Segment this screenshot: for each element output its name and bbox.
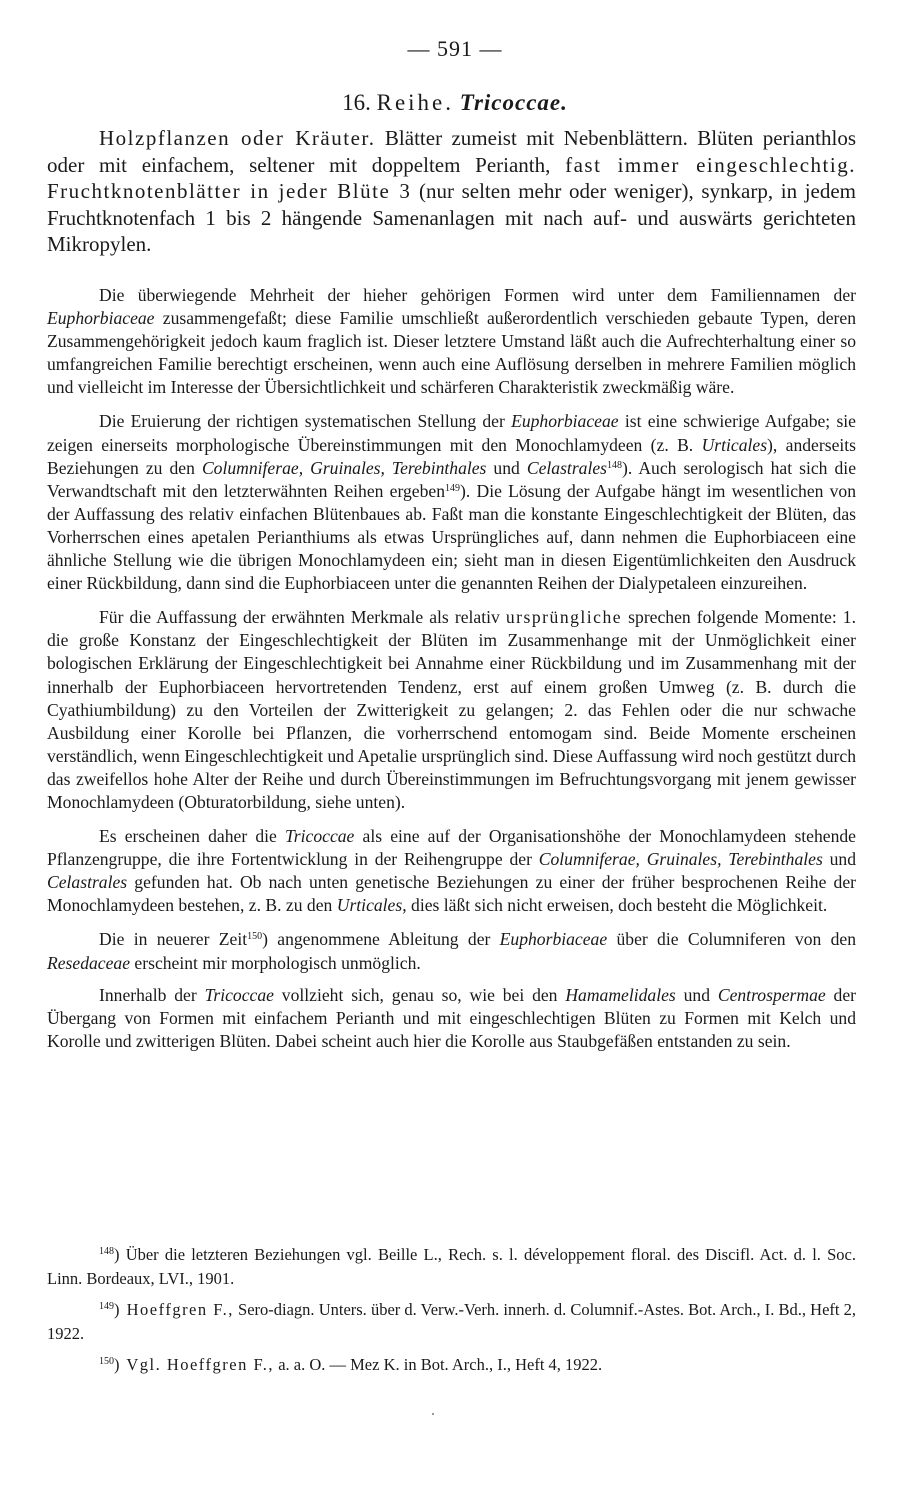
p4-italic-2: Columniferae, Gruinales, Terebinthales [538,849,823,870]
p3-text-b: sprechen folgende Momente: 1. die große Konstanz der Eingeschlechtigkeit der Blüten im Zusammenhange mit der Unmöglichkeit einer bologischen Erklärung der Eingeschlechtigkeit bei Annahme einer Rückbildung und im Zusammenhang mit der innerhalb der Euphorbiaceen hervortretenden Tendenz, erst auf einem großen Umweg (z. B. durch die Cyathiumbildung) zu den Vorteilen der Zwitterigkeit zu gelangen; 2. das Fehlen oder die nur schwache Ausbildung einer Korolle bei Pflanzen, die vorherrschend entomogam sind. Beide Momente erscheinen verständlich, wenn Eingeschlechtigkeit und Apetalie ursprünglich sind. Diese Auffassung wird noch gestützt durch das zweifellos hohe Alter der Reihe und durch Übereinstimmungen im Befruchtungsvorgang mit jenem gewisser Monochlamydeen (Obturatorbildung, siehe unten). [47,607,856,812]
p5-text-b: ) angenommene Ableitung der [262,929,500,950]
footnote-lead: ) Hoeffgren F., [114,1300,234,1319]
p2-italic-4: Celastrales [526,457,608,478]
footnote-ref-148[interactable]: 148 [607,459,623,471]
diagnosis-lead: Holzpflanzen oder Kräuter. [99,126,376,150]
diagnosis-paragraph [47,125,856,258]
p2-italic-3: Columniferae, Gruinales, Terebinthales [201,457,487,478]
p5-italic-2: Resedaceae [47,952,131,973]
footnotes [47,1243,856,1385]
p5-italic-1: Euphorbiaceae [499,929,608,950]
p5-text-a: Die in neuerer Zeit [99,929,248,950]
footnote-text: Sero-diagn. Unters. über d. Verw.-Verh. innerh. d. Columnif.-Astes. Bot. Arch., I. Bd., Heft 2, 1922. [47,1300,856,1343]
p4-text-b: als eine auf der Organisationshöhe der Monochlamydeen stehende Pflanzengruppe, die ihre Fortentwicklung in der Reihengruppe der [47,826,856,870]
paragraph-5 [47,928,856,974]
paragraph-2 [47,410,856,595]
p6-text-d: der Übergang von Formen mit einfachem Perianth und mit eingeschlechtigen Blüten zu Formen mit Kelch und Korolle und zwitterigen Blüten. Dabei scheint auch hier die Korolle aus Staubgefäßen entstanden zu sein. [47,984,856,1051]
p4-text-e: , dies läßt sich nicht erweisen, doch besteht die Möglichkeit. [402,895,828,916]
p2-text-b: ist eine schwierige Aufgabe; sie zeigen einerseits morphologische Übereinstimmungen mit den Monochlamydeen (z. B. [47,411,856,455]
footnote-ref-150[interactable]: 150 [247,931,263,943]
footnote-149 [47,1298,856,1345]
p6-italic-3: Centrospermae [717,984,826,1005]
p6-italic-1: Tricoccae [204,984,274,1005]
p4-italic-4: Urticales [336,895,403,916]
p4-text-d: gefunden hat. Ob nach unten genetische Beziehungen zu einer der früher besprochenen Reihe der Monochlamydeen bestehen, z. B. zu den [47,872,856,916]
p5-text-c: über die Columniferen von den [607,929,857,950]
footnote-number: 150 [99,1356,114,1367]
paragraph-1 [47,284,856,399]
paragraph-3 [47,606,856,814]
p5-text-d: erscheint mir morphologisch unmöglich. [130,952,421,973]
p2-italic-2: Urticales [701,434,768,455]
p2-text-e: ). Auch serologisch hat sich die Verwandtschaft mit den letzterwähnten Reihen ergeben [47,457,856,501]
p2-text-d: und [486,457,527,478]
diagnosis-text-1: Blätter zumeist mit Nebenblättern. Blüten perianthlos oder mit einfachem, seltener mit doppeltem Perianth, [47,126,856,177]
heading-word: Reihe. [376,90,455,115]
p2-text-f: ). Die Lösung der Aufgabe hängt im wesentlichen von der Auffassung des relativ einfachen Blütenbaues ab. Faßt man die konstante Eingeschlechtigkeit der Blüten, das Vorherrschen eines apetalen Perianthiums als etwas Ursprüngliches auf, dann nehmen die Euphorbiaceen eine ähnliche Stellung wie die übrigen Monochlamydeen ein; sieht man in diesen Eigentümlichkeiten den Ausdruck einer Rückbildung, dann sind die Euphorbiaceen unter die genannten Reihen der Dialypetaleen einzureihen. [47,480,857,594]
p1-text-b: zusammengefaßt; diese Familie umschließt außerordentlich verschieden gebaute Typen, deren Zusammengehörigkeit jedoch kaum fraglich ist. Dieser letztere Umstand läßt auch die Aufrechterhaltung einer so umfangreichen Familie berechtigt erscheinen, wenn auch eine Auflösung derselben in mehrere Familien möglich und vielleicht im Interesse der Übersichtlichkeit und schärferen Charakteristik zweckmäßig wäre. [47,308,856,398]
section-heading [0,90,910,116]
print-speck [432,1413,434,1415]
footnote-text: ) Über die letzteren Beziehungen vgl. Beille L., Rech. s. l. développement floral. des Discifl. Act. d. l. Soc. Linn. Bordeaux, LVI., 1901. [47,1245,856,1288]
body-text [47,284,856,1064]
paragraph-6 [47,984,856,1053]
p2-italic-1: Euphorbiaceae [511,411,619,432]
p2-text-a: Die Eruierung der richtigen systematischen Stellung der [99,411,512,432]
p2-text-c: ), anderseits Beziehungen zu den [47,434,856,478]
footnote-150 [47,1353,856,1377]
p3-text-a: Für die Auffassung der erwähnten Merkmale als relativ [99,607,506,628]
footnote-lead: ) Vgl. Hoeffgren F., [114,1355,275,1374]
footnote-ref-149[interactable]: 149 [445,482,461,494]
footnote-text: a. a. O. — Mez K. in Bot. Arch., I., Heft 4, 1922. [274,1355,603,1374]
footnote-number: 149 [99,1301,114,1312]
heading-taxon: Tricoccae. [459,90,568,115]
diagnosis-spaced: fast immer eingeschlechtig. Fruchtknotenblätter in jeder Blüte 3 [47,152,856,203]
p4-text-c: und [822,849,856,870]
diagnosis-text-2: (nur selten mehr oder weniger), synkarp, in jedem Fruchtknotenfach 1 bis 2 hängende Samenanlagen mit nach auf- und auswärts gerichteten Mikropylen. [47,179,856,256]
diagnosis-block [47,125,856,258]
p6-text-a: Innerhalb der [99,984,205,1005]
p4-text-a: Es erscheinen daher die [99,826,285,847]
p6-italic-2: Hamamelidales [565,984,676,1005]
page-number: — 591 — [407,36,503,61]
footnote-148 [47,1243,856,1290]
p1-italic-1: Euphorbiaceae [47,308,155,329]
p6-text-b: vollzieht sich, genau so, wie bei den [273,984,566,1005]
footnote-number: 148 [99,1246,114,1257]
p3-spaced-1: ursprüngliche [505,607,623,628]
p6-text-c: und [675,984,718,1005]
p4-italic-3: Celastrales [47,872,128,893]
p4-italic-1: Tricoccae [284,826,355,847]
paragraph-4 [47,825,856,917]
p1-text-a: Die überwiegende Mehrheit der hieher gehörigen Formen wird unter dem Familiennamen der [99,285,856,305]
heading-number: 16. [342,90,371,115]
